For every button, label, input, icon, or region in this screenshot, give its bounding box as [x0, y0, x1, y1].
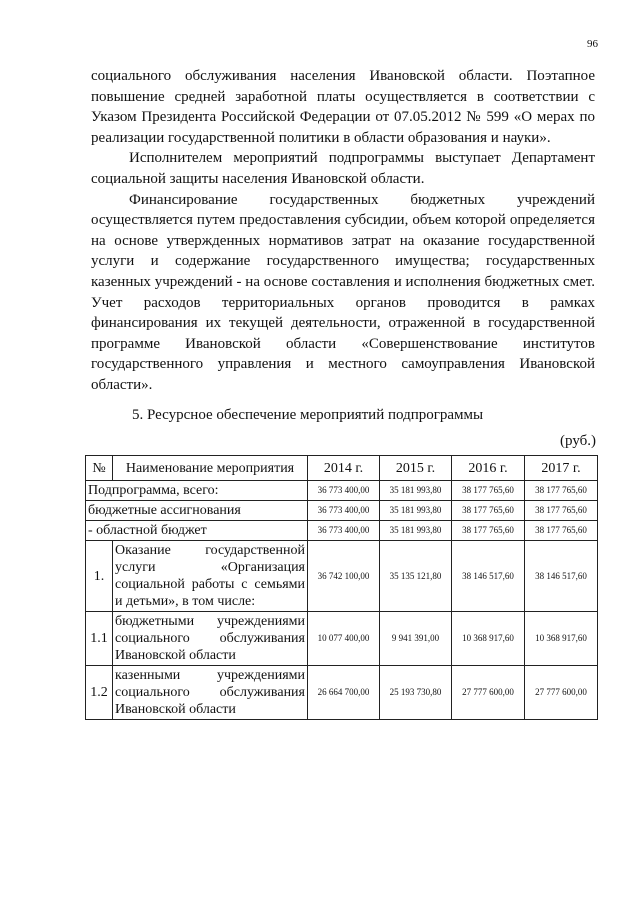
currency-unit: (руб.) [560, 433, 596, 449]
row-label: казенными учреждениями социального обслуживания Ивановской области [113, 666, 308, 720]
value-2015: 35 181 993,80 [380, 521, 452, 541]
value-2016: 27 777 600,00 [452, 666, 525, 720]
value-2014: 36 773 400,00 [308, 481, 380, 501]
value-2017: 38 146 517,60 [525, 541, 598, 612]
page-number: 96 [587, 38, 598, 50]
row-label: Оказание государственной услуги «Организация социальной работы с семьями и детьми», в том числе: [113, 541, 308, 612]
value-2017: 38 177 765,60 [525, 501, 598, 521]
table-row-budget-allocations [86, 501, 598, 521]
row-label: бюджетные ассигнования [86, 501, 308, 521]
table-row-activity-1 [86, 541, 598, 612]
value-2017: 27 777 600,00 [525, 666, 598, 720]
section-title: 5. Ресурсное обеспечение мероприятий подпрограммы [132, 407, 484, 423]
header-2016: 2016 г. [452, 456, 525, 481]
value-2017: 38 177 765,60 [525, 481, 598, 501]
row-label: бюджетными учреждениями социального обслуживания Ивановской области [113, 612, 308, 666]
row-label: Подпрограмма, всего: [86, 481, 308, 501]
value-2015: 35 181 993,80 [380, 481, 452, 501]
table-row-activity-1-2 [86, 666, 598, 720]
header-2017: 2017 г. [525, 456, 598, 481]
value-2016: 10 368 917,60 [452, 612, 525, 666]
value-2014: 36 773 400,00 [308, 521, 380, 541]
value-2017: 38 177 765,60 [525, 521, 598, 541]
value-2015: 25 193 730,80 [380, 666, 452, 720]
header-2014: 2014 г. [308, 456, 380, 481]
body-text [91, 66, 595, 396]
value-2014: 26 664 700,00 [308, 666, 380, 720]
value-2016: 38 177 765,60 [452, 521, 525, 541]
value-2015: 35 135 121,80 [380, 541, 452, 612]
value-2017: 10 368 917,60 [525, 612, 598, 666]
table-row-subprogram-total [86, 481, 598, 501]
row-label: - областной бюджет [86, 521, 308, 541]
value-2014: 36 773 400,00 [308, 501, 380, 521]
paragraph-2: Исполнителем мероприятий подпрограммы выступает Департамент социальной защиты населения Ивановской области. [91, 150, 595, 187]
paragraph-1: социального обслуживания населения Ивановской области. Поэтапное повышение средней заработной платы осуществляется в соответствии с Указом Президента Российской Федерации от 07.05.2012 № 599 «О мерах по реализации государственной политики в области образования и науки». [91, 68, 595, 146]
value-2015: 35 181 993,80 [380, 501, 452, 521]
value-2015: 9 941 391,00 [380, 612, 452, 666]
header-2015: 2015 г. [380, 456, 452, 481]
paragraph-3: Финансирование государственных бюджетных учреждений осуществляется путем предоставления субсидии, объем которой определяется на основе утвержденных нормативов затрат на оказание государственной услуги и содержание государственного имущества; государственных казенных учреждений - на основе составления и исполнения бюджетных смет. Учет расходов территориальных органов проводится в рамках финансирования их текущей деятельности, отраженной в государственной программе Ивановской области «Совершенствование институтов государственного управления и местного самоуправления Ивановской области». [91, 191, 595, 393]
header-name: Наименование мероприятия [113, 456, 308, 481]
value-2016: 38 177 765,60 [452, 501, 525, 521]
table-header-row [86, 456, 598, 481]
row-number: 1.1 [86, 612, 113, 666]
header-number: № [86, 456, 113, 481]
row-number: 1.2 [86, 666, 113, 720]
value-2014: 10 077 400,00 [308, 612, 380, 666]
table-row-activity-1-1 [86, 612, 598, 666]
value-2014: 36 742 100,00 [308, 541, 380, 612]
table-row-regional-budget [86, 521, 598, 541]
row-number: 1. [86, 541, 113, 612]
value-2016: 38 177 765,60 [452, 481, 525, 501]
resource-table [85, 455, 598, 720]
value-2016: 38 146 517,60 [452, 541, 525, 612]
